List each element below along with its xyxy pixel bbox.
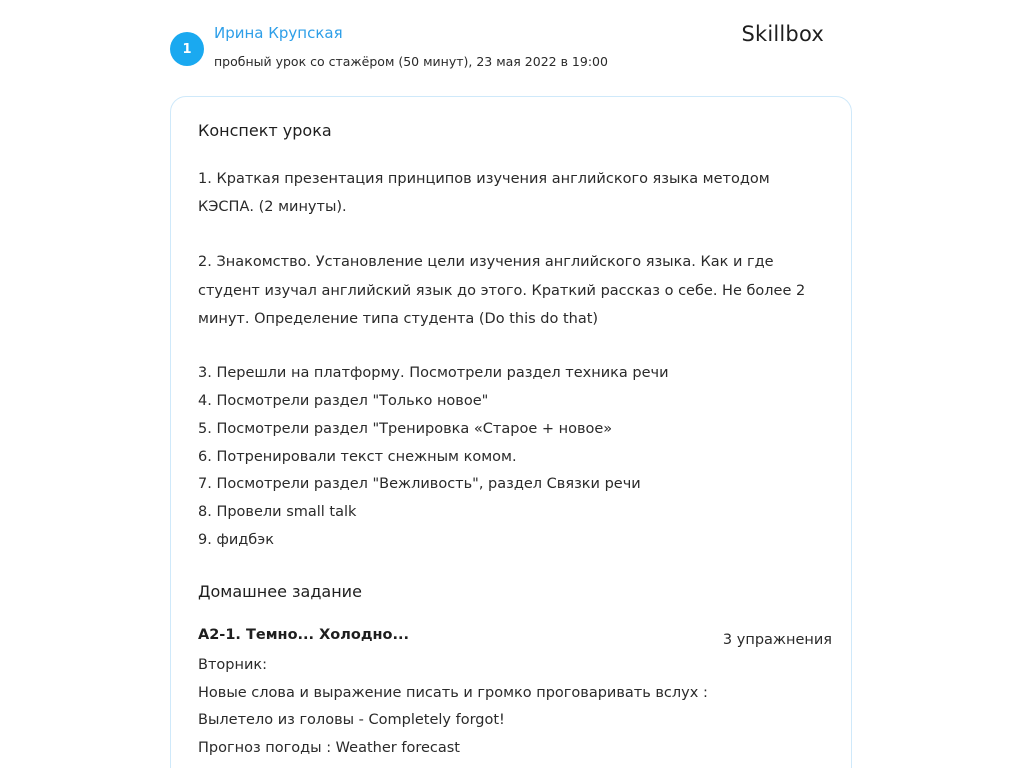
homework-line: Вторник:: [198, 657, 268, 673]
notes-line: 9. фидбэк: [198, 532, 274, 548]
notes-line: студент изучал английский язык до этого. Краткий рассказ о себе. Не более 2: [198, 283, 806, 299]
notes-line: 4. Посмотрели раздел "Только новое": [198, 393, 489, 409]
notes-line: 5. Посмотрели раздел "Тренировка «Старое + новое»: [198, 421, 613, 437]
homework-title: Домашнее задание: [198, 582, 362, 601]
notes-line: 6. Потренировали текст снежным комом.: [198, 449, 517, 465]
homework-assignment-title[interactable]: A2-1. Темно... Холодно...: [198, 627, 410, 643]
notes-line: минут. Определение типа студента (Do this do that): [198, 311, 599, 327]
brand-logo: Skillbox: [741, 22, 824, 46]
homework-line: Вылетело из головы - Completely forgot!: [198, 712, 505, 728]
notes-line: 8. Провели small talk: [198, 504, 357, 520]
lesson-number-badge: 1: [170, 32, 204, 66]
homework-line: Прогноз погоды : Weather forecast: [198, 740, 460, 756]
teacher-name-link[interactable]: Ирина Крупская: [214, 24, 343, 42]
lesson-info: пробный урок со стажёром (50 минут), 23 мая 2022 в 19:00: [214, 54, 608, 69]
notes-line: 3. Перешли на платформу. Посмотрели раздел техника речи: [198, 365, 669, 381]
notes-line: 1. Краткая презентация принципов изучения английского языка методом: [198, 171, 770, 187]
notes-line: 2. Знакомство. Установление цели изучения английского языка. Как и где: [198, 254, 774, 270]
lesson-header: [170, 22, 830, 82]
notes-line: 7. Посмотрели раздел "Вежливость", раздел Связки речи: [198, 476, 641, 492]
lesson-card: [170, 96, 852, 768]
homework-line: Новые слова и выражение писать и громко проговаривать вслух :: [198, 685, 708, 701]
exercise-count: 3 упражнения: [722, 632, 832, 648]
notes-line: КЭСПА. (2 минуты).: [198, 199, 347, 215]
notes-title: Конспект урока: [198, 121, 332, 140]
